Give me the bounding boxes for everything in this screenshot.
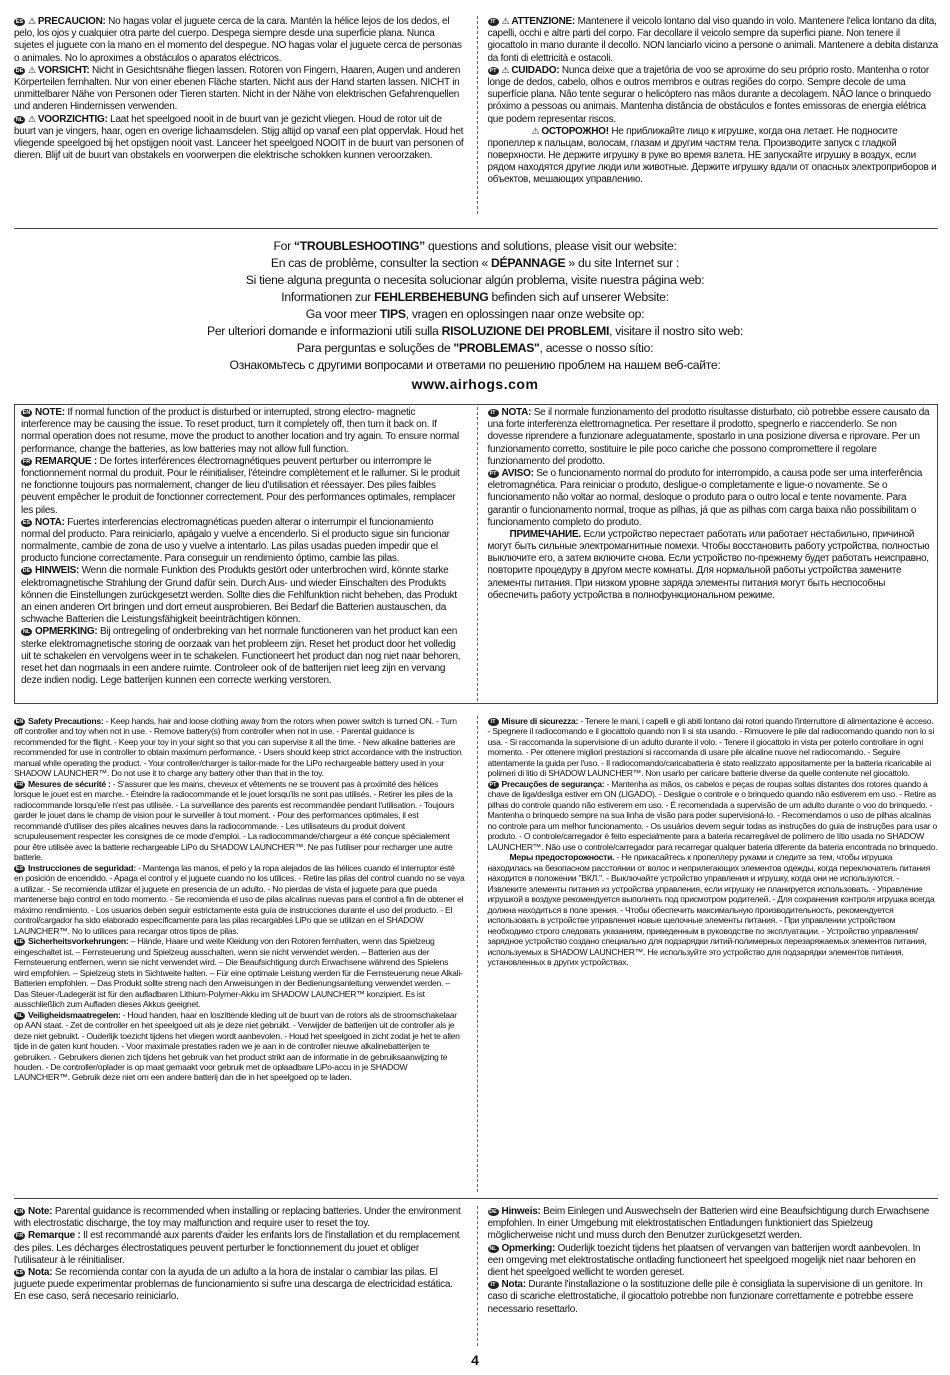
troubleshooting-line-nl: Ga voor meer TIPS, vragen en oplossingen naar onze website op: bbox=[305, 307, 645, 321]
lang-badge-de: DE bbox=[15, 939, 24, 946]
divider bbox=[14, 1198, 938, 1199]
lang-badge-nl: NL bbox=[489, 1245, 497, 1252]
note-de: DE HINWEIS: Wenn die normale Funktion des Produkts gestört oder unterbrochen wird, könnte starke elektromagnetische Strahlung der Grund dafür sein. Durch Aus- und wieder Einschalten des Produkts können die Einstellungen zurückgesetzt werden. Sollte dies die Fehlfunktion nicht beheben, das Produkt an einen anderen Ort bringen und dort erneut ausprobieren. Bei Bedarf die Batterien austauschen, da schwache Batterien die Leistungsfähigkeit beeinträchtigen können. bbox=[21, 565, 457, 626]
lang-badge-de: DE bbox=[15, 67, 24, 74]
lang-badge-nl: NL bbox=[15, 116, 24, 123]
warning-triangle-icon: ⚠ bbox=[28, 64, 36, 75]
safety-fr: FR Mesures de sécurité : - S'assurer que les mains, cheveux et vêtements ne se trouvent pas à proximité des hélices lorsque le jouet est en marche. - Éteindre la radiocommande et le jouet lorsqu'ils ne sont pas utilisés. - Retirer les piles de la radiocommande lorsqu'elle n'est pas utilisée. - La surveillance des parents est recommandée pendant l'utilisation. - Toujours garder le jouet dans le champ de vision pour le surveiller à tout moment. - Pour des performances optimales, il est recommandé d'utiliser des piles alcalines neuves dans la radiocommande. - Les utilisateurs du produit doivent scrupuleusement respecter les consignes de ce mode d'emploi. - La radiocommande/chargeur a été conçue spécialement pour être utilisée avec la batterie rechargeable LiPo du SHADOW LAUNCHER™. Ne pas l'utiliser pour recharger une autre batterie. bbox=[14, 778, 455, 863]
notes-left-column bbox=[21, 407, 465, 701]
note-fr: FR REMARQUE : De fortes interférences électromagnétiques peuvent perturber ou interrompre le fonctionnement normal du produit. Pour le réinitialiser, l'éteindre complètement et le rallumer. Si le produit ne fonctionne toujours pas normalement, changer de lieu d'utilisation et réessayer. Des piles faibles peuvent empêcher le produit de fonctionner correctement. Pour des performances optimales, remplacer les piles. bbox=[21, 455, 460, 516]
lang-badge-en: EN bbox=[15, 1209, 24, 1215]
lang-badge-it: IT bbox=[488, 1281, 499, 1289]
precaution-es bbox=[14, 16, 465, 65]
precautions-right-column bbox=[477, 16, 939, 214]
precautions-top bbox=[14, 16, 938, 214]
troubleshooting-line-it: Per ulteriori domande e informazioni utili sulla RISOLUZIONE DEI PROBLEMI, visitare il nostro sito web: bbox=[206, 324, 743, 338]
lang-badge-it: IT bbox=[488, 409, 499, 417]
precaution-de-title: VORSICHT: bbox=[37, 64, 90, 76]
note-es: ES NOTA: Fuertes interferencias electromagnéticas pueden alterar o interrumpir el funcionamiento normal del producto. Para reiniciarlo, apágalo y vuelve a encenderlo. Si el producto sigue sin funcionar normalmente, cambie de zona de uso y vuelve a intentarlo. Las pilas usadas pueden impedir que el producto funcione correctamente. Para conseguir un rendimiento óptimo, cambie las pilas. bbox=[21, 516, 450, 565]
battery-note-de: DE Hinweis: Beim Einlegen und Auswechseln der Batterien wird eine Beaufsichtigung durch Erwachsene empfohlen. In einer Umgebung mit elektrostatischen Entladungen funktioniert das Spielzeug möglicherweise nicht und muss durch den Benutzer zurückgesetzt werden. bbox=[487, 1206, 930, 1242]
lang-badge-en: EN bbox=[22, 410, 31, 416]
note-ru: ПРИМЕЧАНИЕ. Если устройство перестает работать или работает нестабильно, причиной могут быть сильные электромагнитные помехи. Чтобы восстановить работу устройства, полностью выключите его, а затем включите снова. Если устройство по-прежнему будет работать неисправно, повторите процедуру в другом месте комнаты. Для нормальной работы устройства замените элементы питания. При низком уровне заряда элементы питания могут быть неспособны обеспечить работу устройства в полнофункциональном режиме. bbox=[487, 528, 930, 601]
battery-note-en: EN Note: Parental guidance is recommended when installing or replacing batteries. Under the environment with electrostatic discharge, the toy may malfunction and require user to reset the toy. bbox=[14, 1206, 461, 1230]
lang-badge-it: IT bbox=[488, 18, 499, 26]
troubleshooting-line-en: For “TROUBLESHOOTING” questions and solutions, please visit our website: bbox=[273, 239, 677, 253]
website-link[interactable]: www.airhogs.com bbox=[411, 376, 539, 392]
note-pt: PT AVISO: Se o funcionamento normal do produto for interrompido, a causa pode ser uma interferência eletromagnética. Para reiniciar o produto, desligue-o completamente e ligue-o novamente. Se o funcionamento não voltar ao normal, desloque o produto para o outro local e tente novamente. Para garantir o funcionamento normal, troque as pilhas, já que as pilhas com carga baixa não possibilitam o funcionamento completo do produto. bbox=[487, 467, 923, 528]
precaution-it-text: Mantenere il veicolo lontano dal viso quando in volo. Mantenere l'elica lontano da dita, capelli, occhi e altre parti del corpo. Far decollare il veicolo sempre da superfici piane. Non tenere il giocattolo in mano durante il decollo. NON lanciarlo vicino a persone o animali. Mantenere a debita distanza da fonti di elettricità e ostacoli. bbox=[487, 16, 938, 64]
safety-pt: PT Precauções de segurança: - Mantenha as mãos, os cabelos e peças de roupas soltas distantes dos rotores quando a chave de liga/desliga estiver em ON (LIGADO). - Desligue o controle e o brinquedo quando não estiverem em uso. - Retire as pilhas do controle quando não estiverem em uso. - É recomendada a supervisão de um adulto durante o voo do brinquedo. - Mantenha o brinquedo sempre na sua linha de visão para poder supervisioná-lo. - Recomendamos o uso de pilhas alcalinas no controle para um melhor funcionamento. - Os usuários devem seguir todas as instruções do guia de instruções para usar o produto. - O controle/carregador é feito especialmente para a bateria recarregável de polímero de lítio usada no SHADOW LAUNCHER™. Não use o controle/carregador para recarregar qualquer bateria diferente da bateria encontrada no brinquedo. bbox=[487, 778, 938, 852]
warning-triangle-icon: ⚠ bbox=[531, 125, 540, 136]
troubleshooting-line-pt: Para perguntas e soluções de "PROBLEMAS", acesse o nosso sítio: bbox=[296, 341, 654, 355]
notes-box bbox=[14, 404, 938, 704]
page-number: 4 bbox=[471, 1352, 479, 1368]
warning-triangle-icon: ⚠ bbox=[28, 16, 36, 26]
troubleshooting-section bbox=[0, 238, 950, 398]
precautions-left-column bbox=[14, 16, 465, 214]
warning-triangle-icon: ⚠ bbox=[501, 16, 510, 26]
precaution-pt-title: CUIDADO: bbox=[511, 64, 560, 76]
battery-note-nl: NL Opmerking: Ouderlijk toezicht tijdens het plaatsen of vervangen van batterijen wordt aanbevolen. In een omgeving met elektrostatische ontlading functioneert het speelgoed mogelijk niet naar behoren en dient het speelgoed wellicht te worden gereset. bbox=[487, 1242, 921, 1278]
precaution-nl bbox=[14, 114, 465, 163]
safety-it: IT Misure di sicurezza: - Tenere le mani, i capelli e gli abiti lontano dai rotori quando l'interruttore di alimentazione è acceso. - Spegnere il radiocomando e il giocattolo quando non li si sta usando. - Rimuovere le pile dal radiocomando quando non lo si usa. - Si raccomanda la supervisione di un adulto durante il volo. - Tenere il giocattolo in vista per poterlo controllare in ogni momento. - Per ottenere migliori prestazioni si raccomanda di usare pile alcaline nuove nel radiocomando. - Seguire attentamente la guida per l'uso. - Il radiocomando/caricabatteria è stato realizzato appositamente per la batteria ricaricabile ai polimeri di litio di SHADOW LAUNCHER™. Non usarlo per caricare batterie diverse da quelle contenute nel giocattolo. bbox=[487, 716, 934, 779]
lang-badge-nl: NL bbox=[22, 629, 31, 636]
lang-badge-pt: PT bbox=[489, 781, 497, 788]
warning-triangle-icon: ⚠ bbox=[501, 64, 510, 75]
battery-notes-right-column bbox=[477, 1206, 939, 1346]
safety-de: DE Sicherheitsvorkehrungen: – Hände, Haare und weite Kleidung von den Rotoren fernhalten, wenn das Spielzeug eingeschaltet ist. – Fernsteuerung und Spielzeug ausschalten, wenn sie nicht verwendet werden. – Batterien aus der Fernsteuerung entfernen, wenn sie nicht verwendet wird. – Die Beaufsichtigung durch Erwachsene während des Spielens wird empfohlen. – Spielzeug stets in Sichtweite halten. – Für eine optimale Leistung werden für die Fernsteuerung neue Alkali-Batterien empfohlen. – Das Produkt sollte streng nach den Anweisungen in der Bedienungsanleitung verwendet werden. – Das Steuer-/Ladegerät ist für den aufladbaren Lithium-Polymer-Akku im SHADOW LAUNCHER™ konzipiert. Es ist ausschließlich zum Aufladen dieses Akkus geeignet. bbox=[14, 936, 463, 1010]
lang-badge-nl: NL bbox=[15, 1012, 24, 1019]
troubleshooting-line-es: Si tiene alguna pregunta o necesita solucionar algún problema, visite nuestra página web: bbox=[245, 273, 705, 287]
lang-badge-en: EN bbox=[15, 719, 24, 725]
precaution-de bbox=[14, 65, 465, 114]
safety-precautions bbox=[14, 716, 938, 1192]
lang-badge-de: DE bbox=[489, 1209, 497, 1215]
note-it: IT NOTA: Se il normale funzionamento del prodotto risultasse disturbato, ciò potrebbe essere causato da una forte interferenza elettromagnetica. Per resettare il prodotto, spegnerlo e riaccenderlo. Se non dovesse riprendere a funzionare adeguatamente, spostarlo in una posizione diversa e riprovare. Per un funzionamento corretto, sostituire le pile poco cariche che possono compromettere il regolare funzionamento del prodotto. bbox=[487, 407, 930, 467]
troubleshooting-line-fr: En cas de problème, consulter la section « DÉPANNAGE » du site Internet sur : bbox=[270, 256, 680, 270]
precaution-it bbox=[488, 16, 939, 65]
troubleshooting-line-ru: Ознакомьтесь с другими вопросами и ответами по решению проблем на нашем веб-сайте: bbox=[229, 358, 721, 372]
lang-badge-fr: FR bbox=[22, 458, 31, 465]
warning-triangle-icon: ⚠ bbox=[28, 113, 36, 124]
lang-badge-fr: FR bbox=[15, 1233, 24, 1240]
lang-badge-es: ES bbox=[15, 19, 24, 25]
divider bbox=[14, 228, 938, 229]
note-nl: NL OPMERKING: Bij ontregeling of onderbreking van het normale functioneren van het product kan een sterke elektromagnetische storing de oorzaak van het probleem zijn. Reset het product door het volledig uit te schakelen en vervolgens weer in te schakelen. Functioneert het product dan nog niet naar behoren, reset het dan nogmaals in een andere ruimte. Controleer ook of de batterijen niet leeg zijn en vervang deze indien nodig. Lege batterijen kunnen een correcte werking verstoren. bbox=[21, 626, 461, 687]
safety-ru: Меры предосторожности. - Не прикасайтесь к пропеллеру руками и следите за тем, чтобы игрушка находилась на безопасном расстоянии от волос и неприлегающих элементов одежды, когда переключатель питания находится в положении "ВКЛ.". - Выключайте устройство управления и игрушку, когда они не используются. - Извлеките элементы питания из устройства управления, если игрушку не планируется использовать. - Управление игрушкой в воздухе рекомендуется выполнять под присмотром родителей. - Для сохранения контроля игрушка всегда должна находиться в поле зрения. - Чтобы обеспечить максимальную производительность, рекомендуется использовать в устройстве управления новые щелочные элементы питания. - При управлении устройством необходимо строго следовать указаниям, приведенным в руководстве по эксплуатации. - Устройство управления/зарядное устройство создано специально для подзарядки литий-полимерных перезаряжаемых элементов питания, используемых в SHADOW LAUNCHER™. Не используйте это устройство для подзарядки элементов питания, установленных в других устройствах. bbox=[487, 852, 935, 968]
precaution-es-text: No hagas volar el juguete cerca de la cara. Mantén la hélice lejos de los dedos, el pelo, los ojos y cualquier otra parte del cuerpo. Despega siempre desde una superficie plana. Nunca sujetes el juguete con la mano en el momento del despegue. NO hagas volar el juguete cerca de personas o animales. No lo aproximes a obstáculos o aparatos eléctricos. bbox=[14, 16, 462, 64]
precaution-nl-text: Laat het speelgoed nooit in de buurt van je gezicht vliegen. Houd de rotor uit de buurt van je vingers, haar, ogen en overige lichaamsdelen. Stijg altijd op vanaf een plat oppervlak. Houd het vliegende speelgoed bij het opstijgen nooit vast. Lanceer het speelgoed NOOIT in de buurt van personen of dieren. Blijf uit de buurt van obstakels en voorwerpen die elektrische schokken kunnen veroorzaken. bbox=[14, 113, 464, 162]
safety-en: EN Safety Precautions: - Keep hands, hair and loose clothing away from the rotors when power switch is turned ON. - Turn off controller and toy when not in use. - Remove battery(s) from controller when not in use. - Parental guidance is recommended for the flight. - Keep your toy in your sight so that you can supervise it all the time. - New alkaline batteries are recommended for use in controller to obtain maximum performance. - Users should keep strict accordance with the instruction manual while operating the product. - Your controller/charger is tailor-made for the LiPo rechargeable battery used in your SHADOW LAUNCHER™. Do not use it to charge any battery other than that in the toy. bbox=[14, 716, 462, 779]
precaution-de-text: Nicht in Gesichtsnähe fliegen lassen. Rotoren von Fingern, Haaren, Augen und anderen Körperteilen fernhalten. Nur von einer ebenen Fläche starten. Nicht aus der Hand starten lassen. NICHT in unmittelbarer Nähe von Personen oder Tieren starten. Nicht in der Nähe von elektrischen Gefahrenquellen und anderen Hindernissen verwenden. bbox=[14, 64, 461, 113]
lang-badge-pt: PT bbox=[489, 470, 497, 477]
precaution-pt bbox=[488, 65, 939, 126]
notes-right-column bbox=[477, 407, 932, 701]
lang-badge-es: ES bbox=[15, 865, 24, 872]
lang-badge-it: IT bbox=[488, 718, 499, 726]
safety-nl: NL Veiligheidsmaatregelen: - Houd handen, haar en loszittende kleding uit de buurt van de rotors als de stroomschakelaar op AAN staat. - Zet de controller en het speelgoed uit als je deze niet gebruikt. - Verwijder de batterijen uit de controller als je deze niet gebruikt. - Ouderlijk toezicht tijdens het vliegen wordt aanbevolen. - Houd het speelgoed in zicht zodat je het te allen tijde in de gaten kunt houden. - Voor maximale prestaties raden we je aan in de controller nieuwe alkalinebatterijen te gebruiken. - Gebruikers dienen zich tijdens het gebruik van het product strikt aan de informatie in de gebruiksaanwijzing te houden. - De controller/oplader is op maat gemaakt voor gebruik met de oplaadbare LiPo-accu in je SHADOW LAUNCHER™. Gebruik deze niet om een andere batterij dan die in het speelgoed op te laden. bbox=[14, 1009, 460, 1083]
troubleshooting-line-de: Informationen zur FEHLERBEHEBUNG befinden sich auf unserer Website: bbox=[281, 290, 669, 304]
precaution-ru bbox=[488, 126, 939, 187]
precaution-it-title: ATTENZIONE: bbox=[511, 16, 576, 27]
precaution-es-title: PRECAUCIÓN: bbox=[37, 16, 106, 27]
battery-notes bbox=[14, 1206, 938, 1346]
battery-note-es: ES Nota: Se recomienda contar con la ayuda de un adulto a la hora de instalar o cambiar las pilas. El juguete puede experimentar problemas de funcionamiento si sufre una descarga de electricidad estática. En ese caso, será necesario reiniciarlo. bbox=[14, 1266, 453, 1303]
lang-badge-es: ES bbox=[15, 1269, 24, 1276]
precaution-ru-title: ОСТОРОЖНО! bbox=[541, 125, 609, 137]
battery-note-fr: FR Remarque : Il est recommandé aux parents d'aider les enfants lors de l'installation et du remplacement des piles. Les décharges électrostatiques peuvent perturber le fonctionnement du jouet et obliger l'utilisateur à le réinitialiser. bbox=[14, 1230, 460, 1266]
precaution-nl-title: VOORZICHTIG: bbox=[37, 113, 108, 125]
battery-note-it: IT Nota: Durante l'installazione o la sostituzione delle pile è consigliata la supervisione di un genitore. In caso di scariche elettrostatiche, il giocattolo potrebbe non funzionare correttamente e potrebbe essere necessario resettarlo. bbox=[487, 1279, 923, 1315]
safety-right-column bbox=[477, 716, 939, 1192]
lang-badge-es: ES bbox=[22, 519, 31, 526]
note-en: EN NOTE: If normal function of the product is disturbed or interrupted, strong electro- magnetic interference may be causing the issue. To reset product, turn it completely off, then turn it back on. If normal operation does not resume, move the product to another location and try again. To ensure normal performance, change the batteries, as low batteries may not allow full function. bbox=[21, 407, 459, 455]
precaution-pt-text: Nunca deixe que a trajetória de voo se aproxime do seu próprio rosto. Mantenha o rotor longe de dedos, cabelo, olhos e outros membros e outras regiões do corpo. Sempre decole de uma superfície plana. Não tente segurar o helicóptero nas mãos durante a decolagem. NÃO lance o brinquedo próximo a pessoas ou animais. Mantenha distância de obstáculos e fontes emissoras de energia elétrica que podem representar riscos. bbox=[487, 64, 931, 125]
precaution-ru-text: Не приближайте лицо к игрушке, когда она летает. Не подносите пропеллер к пальцам, волосам, глазам и другим частям тела. Производите запуск с гладкой поверхности. Не держите игрушку в руке во время взлета. НЕ запускайте игрушку в воздух, если рядом находятся другие люди или животные. Держите игрушку вдали от опасных электроприборов и объектов, мешающих управлению. bbox=[487, 125, 937, 186]
battery-notes-left-column bbox=[14, 1206, 465, 1346]
lang-badge-fr: FR bbox=[15, 781, 24, 788]
lang-badge-pt: PT bbox=[489, 67, 497, 74]
safety-left-column bbox=[14, 716, 465, 1192]
lang-badge-de: DE bbox=[22, 568, 31, 575]
safety-es: ES Instrucciones de seguridad: - Mantenga las manos, el pelo y la ropa alejados de las hélices cuando el interruptor esté en posición de encendido. - Apaga el control y el juguete cuando no los utilices. - Retire las pilas del control cuando no se vaya a utilizar. - Se recomienda utilizar el juguete en presencia de un adulto. - No pierdas de vista el juguete para que pueda mantenerse bajo control en todo momento. - Se recomienda el uso de pilas alcalinas nuevas para el control a fin de obtener el máximo rendimiento. - Los usuarios deben seguir estrictamente esta guía de instrucciones durante el uso del producto. - El control/cargador ha sido elaborado específicamente para las pilas recargables LiPo que se utilizan en el SHADOW LAUNCHER™. No lo utilices para recargar otros tipos de pilas. bbox=[14, 862, 465, 936]
